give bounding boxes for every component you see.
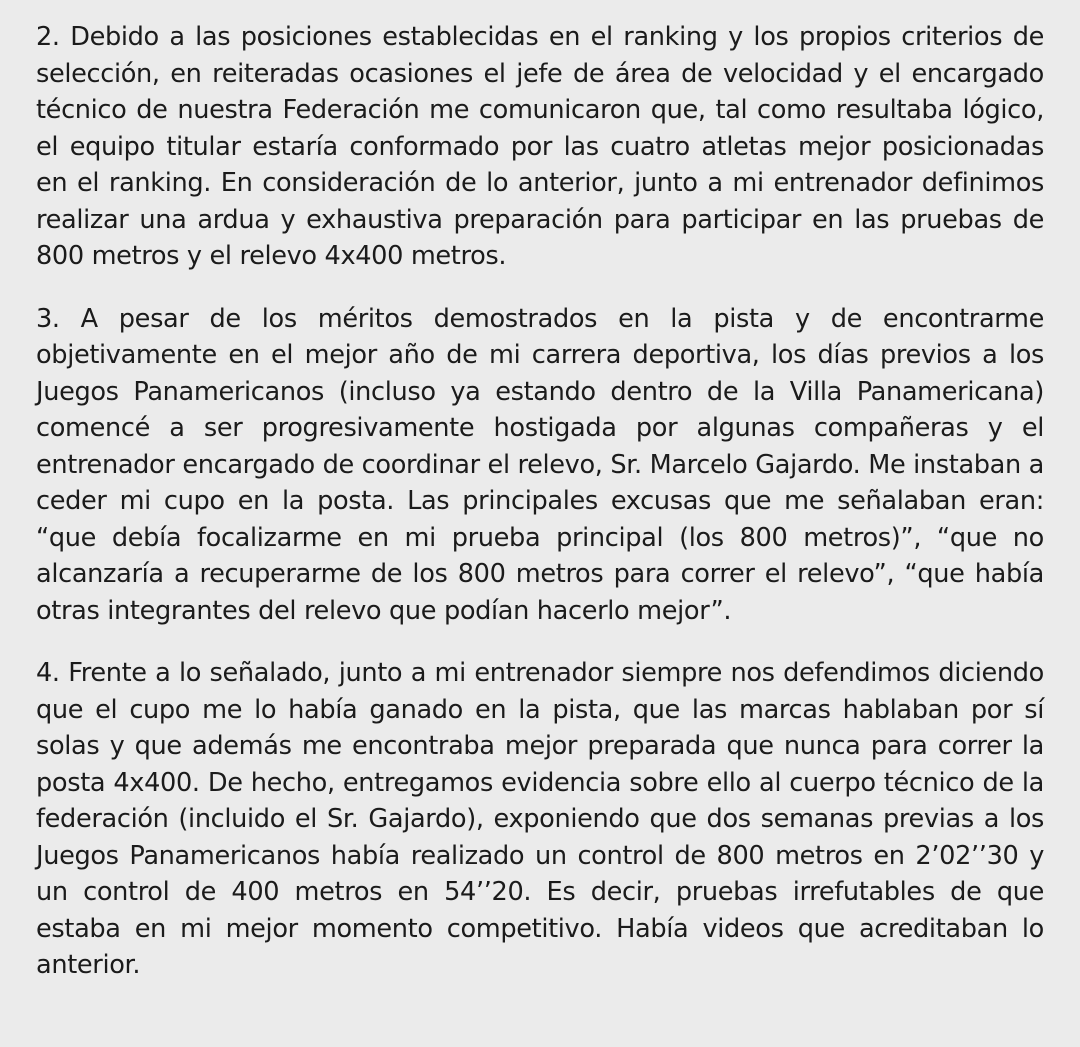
paragraph-2: 2. Debido a las posiciones establecidas en el ranking y los propios criterios de selección, en reiteradas ocasiones el jefe de área de velocidad y el encargado técnico de nuestra Federación me comunicaron que, tal como resultaba lógico, el equipo titular estaría conformado por las cuatro atletas mejor posicionadas en el ranking. En consideración de lo anterior, junto a mi entrenador definimos realizar una ardua y exhaustiva preparación para participar en las pruebas de 800 metros y el relevo 4x400 metros.	[36, 22, 1044, 271]
paragraph-3: 3. A pesar de los méritos demostrados en la pista y de encontrarme objetivamente en el mejor año de mi carrera deportiva, los días previos a los Juegos Panamericanos (incluso ya estando dentro de la Villa Panamericana) comencé a ser progresivamente hostigada por algunas compañeras y el entrenador encargado de coordinar el relevo, Sr. Marcelo Gajardo. Me instaban a ceder mi cupo en la posta. Las principales excusas que me señalaban eran: “que debía focalizarme en mi prueba principal (los 800 metros)”, “que no alcanzaría a recuperarme de los 800 metros para correr el relevo”, “que había otras integrantes del relevo que podían hacerlo mejor”.	[36, 303, 1044, 626]
paragraph-4: 4. Frente a lo señalado, junto a mi entrenador siempre nos defendimos diciendo que el cupo me lo había ganado en la pista, que las marcas hablaban por sí solas y que además me encontraba mejor preparada que nunca para correr la posta 4x400. De hecho, entregamos evidencia sobre ello al cuerpo técnico de la federación (incluido el Sr. Gajardo), exponiendo que dos semanas previas a los Juegos Panamericanos había realizado un control de 800 metros en 2’02’’30 y un control de 400 metros en 54’’20. Es decir, pruebas irrefutables de que estaba en mi mejor momento competitivo. Había videos que acreditaban lo anterior.	[36, 658, 1044, 980]
